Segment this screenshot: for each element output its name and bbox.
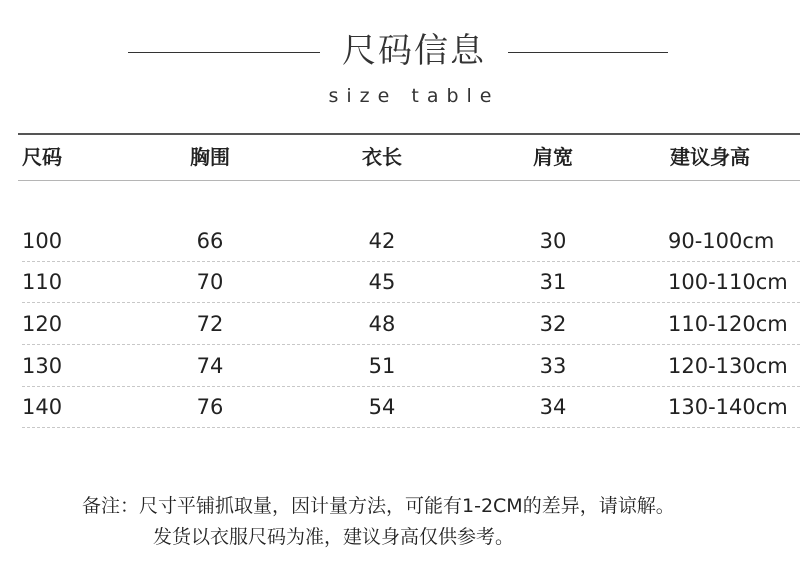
cell-length: 45: [368, 270, 396, 294]
cell-chest: 74: [196, 354, 224, 378]
cell-shoulder: 34: [539, 395, 567, 419]
cell-size: 130: [22, 354, 63, 378]
cell-chest: 72: [196, 312, 224, 336]
cell-length: 54: [368, 395, 396, 419]
table-header-rule: [18, 180, 800, 181]
cell-length: 51: [368, 354, 396, 378]
cell-height: 110-120cm: [668, 312, 788, 336]
cell-height: 90-100cm: [668, 229, 775, 253]
cell-length: 42: [368, 229, 396, 253]
cell-size: 100: [22, 229, 63, 253]
table-top-rule: [18, 133, 800, 135]
cell-length: 48: [368, 312, 396, 336]
row-divider: [22, 386, 800, 387]
cell-chest: 70: [196, 270, 224, 294]
title-divider-left: [128, 52, 320, 53]
row-divider: [22, 302, 800, 303]
cell-height: 120-130cm: [668, 354, 788, 378]
note-line-1: 备注：尺寸平铺抓取量，因计量方法，可能有1-2CM的差异，请谅解。: [82, 495, 675, 517]
header-shoulder: 肩宽: [533, 145, 573, 169]
page-subtitle: size table: [328, 85, 500, 107]
cell-size: 140: [22, 395, 63, 419]
header-size: 尺码: [22, 145, 62, 169]
title-divider-right: [508, 52, 668, 53]
row-divider: [22, 427, 800, 428]
cell-chest: 66: [196, 229, 224, 253]
cell-size: 110: [22, 270, 63, 294]
cell-height: 130-140cm: [668, 395, 788, 419]
cell-shoulder: 30: [539, 229, 567, 253]
header-length: 衣长: [362, 145, 402, 169]
cell-size: 120: [22, 312, 63, 336]
cell-shoulder: 32: [539, 312, 567, 336]
cell-chest: 76: [196, 395, 224, 419]
cell-shoulder: 31: [539, 270, 567, 294]
cell-height: 100-110cm: [668, 270, 788, 294]
cell-shoulder: 33: [539, 354, 567, 378]
page-title: 尺码信息: [342, 31, 486, 71]
row-divider: [22, 344, 800, 345]
header-chest: 胸围: [190, 145, 230, 169]
header-height: 建议身高: [670, 145, 750, 169]
row-divider: [22, 261, 800, 262]
note-line-2: 发货以衣服尺码为准，建议身高仅供参考。: [153, 526, 515, 548]
